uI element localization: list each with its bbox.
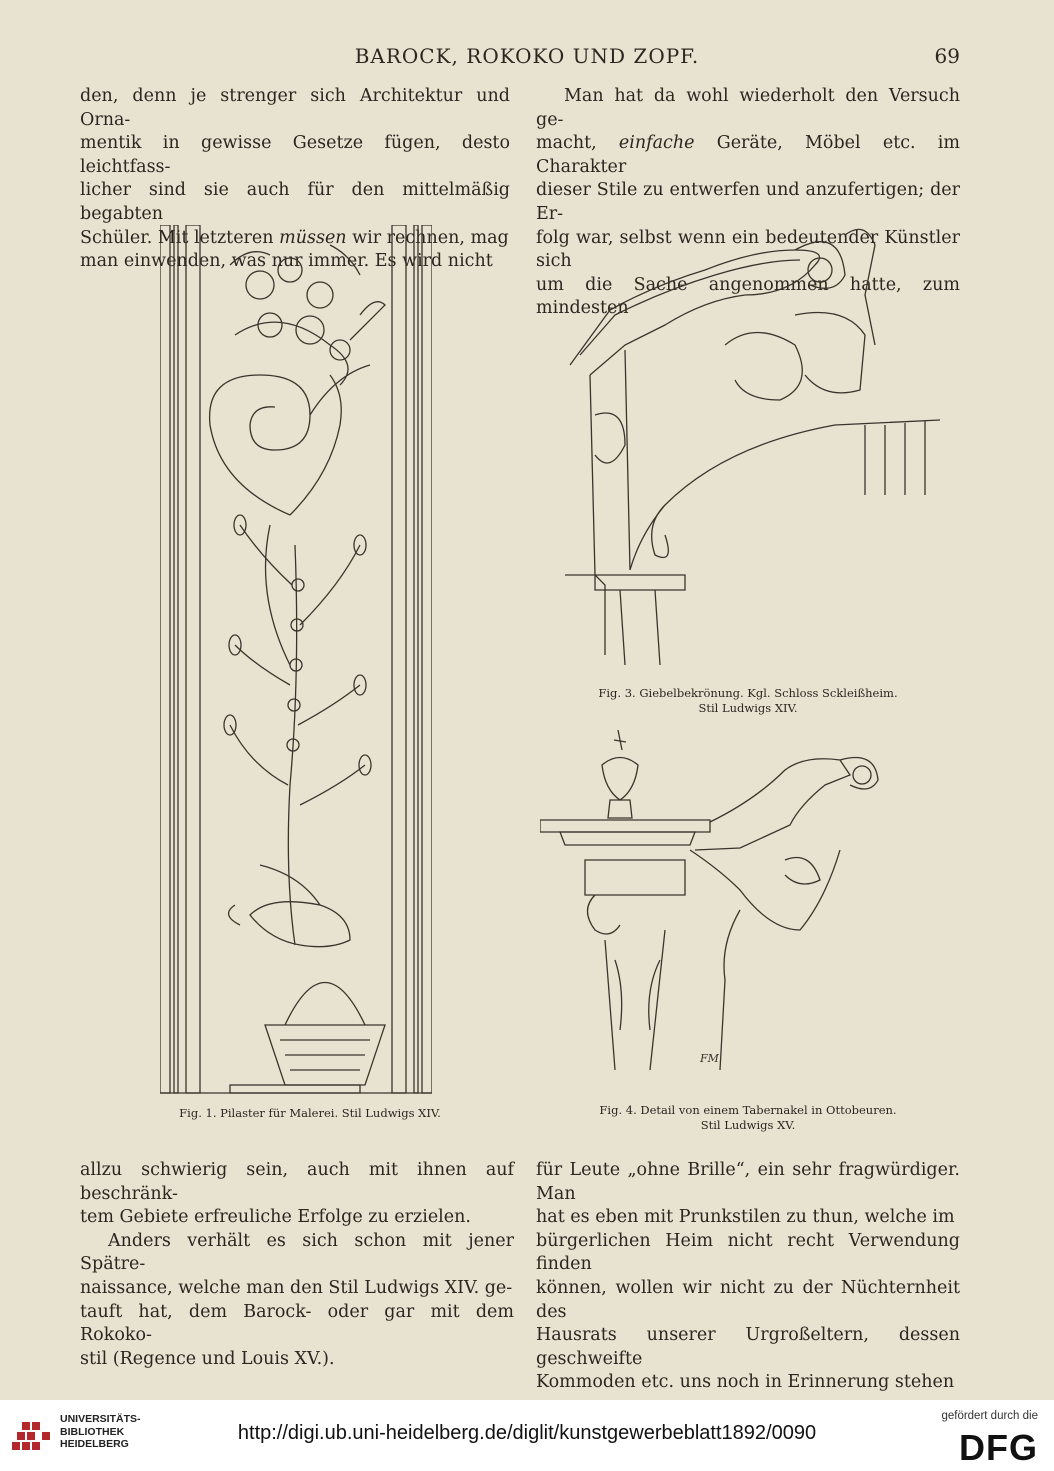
- text-line: licher sind sie auch für den mittelmäßig begabten: [80, 180, 510, 224]
- text-line: um die Sache angenommen hatte, zum mindesten: [536, 274, 960, 319]
- text-line: Kommoden etc. uns noch in Erinnerung stehen: [536, 1372, 955, 1393]
- text-column-bottom-left: [80, 1159, 514, 1371]
- figure-4-caption: [536, 1103, 960, 1133]
- figure-4-signature: FM: [700, 1052, 719, 1065]
- text-fragment: macht,: [536, 133, 619, 154]
- text-line: Hausrats unserer Urgroßeltern, dessen geschweifte: [536, 1325, 960, 1369]
- text-line: tauft hat, dem Barock- oder gar mit dem Rokoko-: [80, 1301, 514, 1346]
- library-name-line: HEIDELBERG: [60, 1438, 129, 1450]
- funded-by-text: gefördert durch die: [941, 1410, 1038, 1422]
- text-line: man einwenden, was nur immer. Es wird nicht: [80, 251, 493, 272]
- text-line: mentik in gewisse Gesetze fügen, desto leichtfass-: [80, 133, 510, 177]
- figure-3-gable-crown: [565, 215, 945, 680]
- text-line: allzu schwierig sein, auch mit ihnen auf beschränk-: [80, 1160, 514, 1204]
- emphasis: müssen: [279, 227, 347, 248]
- figure-4-tabernacle-detail: [540, 730, 885, 1090]
- text-fragment: wir rechnen, mag: [346, 227, 509, 248]
- emphasis: einfache: [618, 133, 695, 154]
- text-line: können, wollen wir nicht zu der Nüchternheit des: [536, 1277, 960, 1322]
- text-column-bottom-right: [536, 1159, 960, 1395]
- text-line: bürgerlichen Heim nicht recht Verwendung finden: [536, 1230, 960, 1275]
- running-head: BAROCK, ROKOKO UND ZOPF.: [354, 44, 700, 68]
- text-line: hat es eben mit Prunkstilen zu thun, welche im: [536, 1207, 955, 1228]
- text-fragment: Geräte, Möbel etc. im Charakter: [536, 133, 960, 177]
- text-line: Anders verhält es sich schon mit jener Spätre-: [80, 1230, 514, 1275]
- text-fragment: Schüler. Mit letzteren: [80, 227, 280, 248]
- footer-bar: [0, 1400, 1054, 1471]
- text-line: stil (Regence und Louis XV.).: [80, 1348, 335, 1369]
- text-line: naissance, welche man den Stil Ludwigs XIV. ge-: [80, 1277, 513, 1298]
- figure-1-pilaster: [160, 225, 432, 1095]
- library-name-line: BIBLIOTHEK: [60, 1425, 125, 1438]
- caption-line: Stil Ludwigs XIV.: [698, 701, 798, 715]
- text-line: dieser Stile zu entwerfen und anzufertigen; der Er-: [536, 180, 960, 224]
- source-url-link[interactable]: http://digi.ub.uni-heidelberg.de/diglit/kunstgewerbeblatt1892/0090: [237, 1422, 817, 1444]
- figure-3-caption: [536, 686, 960, 716]
- text-line: [536, 132, 960, 179]
- caption-line: Fig. 4. Detail von einem Tabernakel in Ottobeuren.: [599, 1103, 897, 1117]
- text-line: folg war, selbst wenn ein bedeutender Künstler sich: [536, 227, 960, 272]
- caption-line: Fig. 3. Giebelbekrönung. Kgl. Schloss Sckleißheim.: [598, 686, 898, 700]
- text-line: tem Gebiete erfreuliche Erfolge zu erzielen.: [80, 1207, 471, 1228]
- library-name-line: UNIVERSITÄTS-: [60, 1413, 141, 1425]
- text-line: den, denn je strenger sich Architektur und Orna-: [80, 86, 510, 130]
- page-number: 69: [934, 44, 960, 68]
- text-line: Man hat da wohl wiederholt den Versuch ge-: [536, 86, 960, 130]
- caption-line: Stil Ludwigs XV.: [700, 1118, 796, 1132]
- figure-1-caption: Fig. 1. Pilaster für Malerei. Stil Ludwigs XIV.: [179, 1106, 441, 1120]
- dfg-logo: DFG: [959, 1427, 1038, 1468]
- text-line: für Leute „ohne Brille“, ein sehr fragwürdiger. Man: [536, 1160, 960, 1204]
